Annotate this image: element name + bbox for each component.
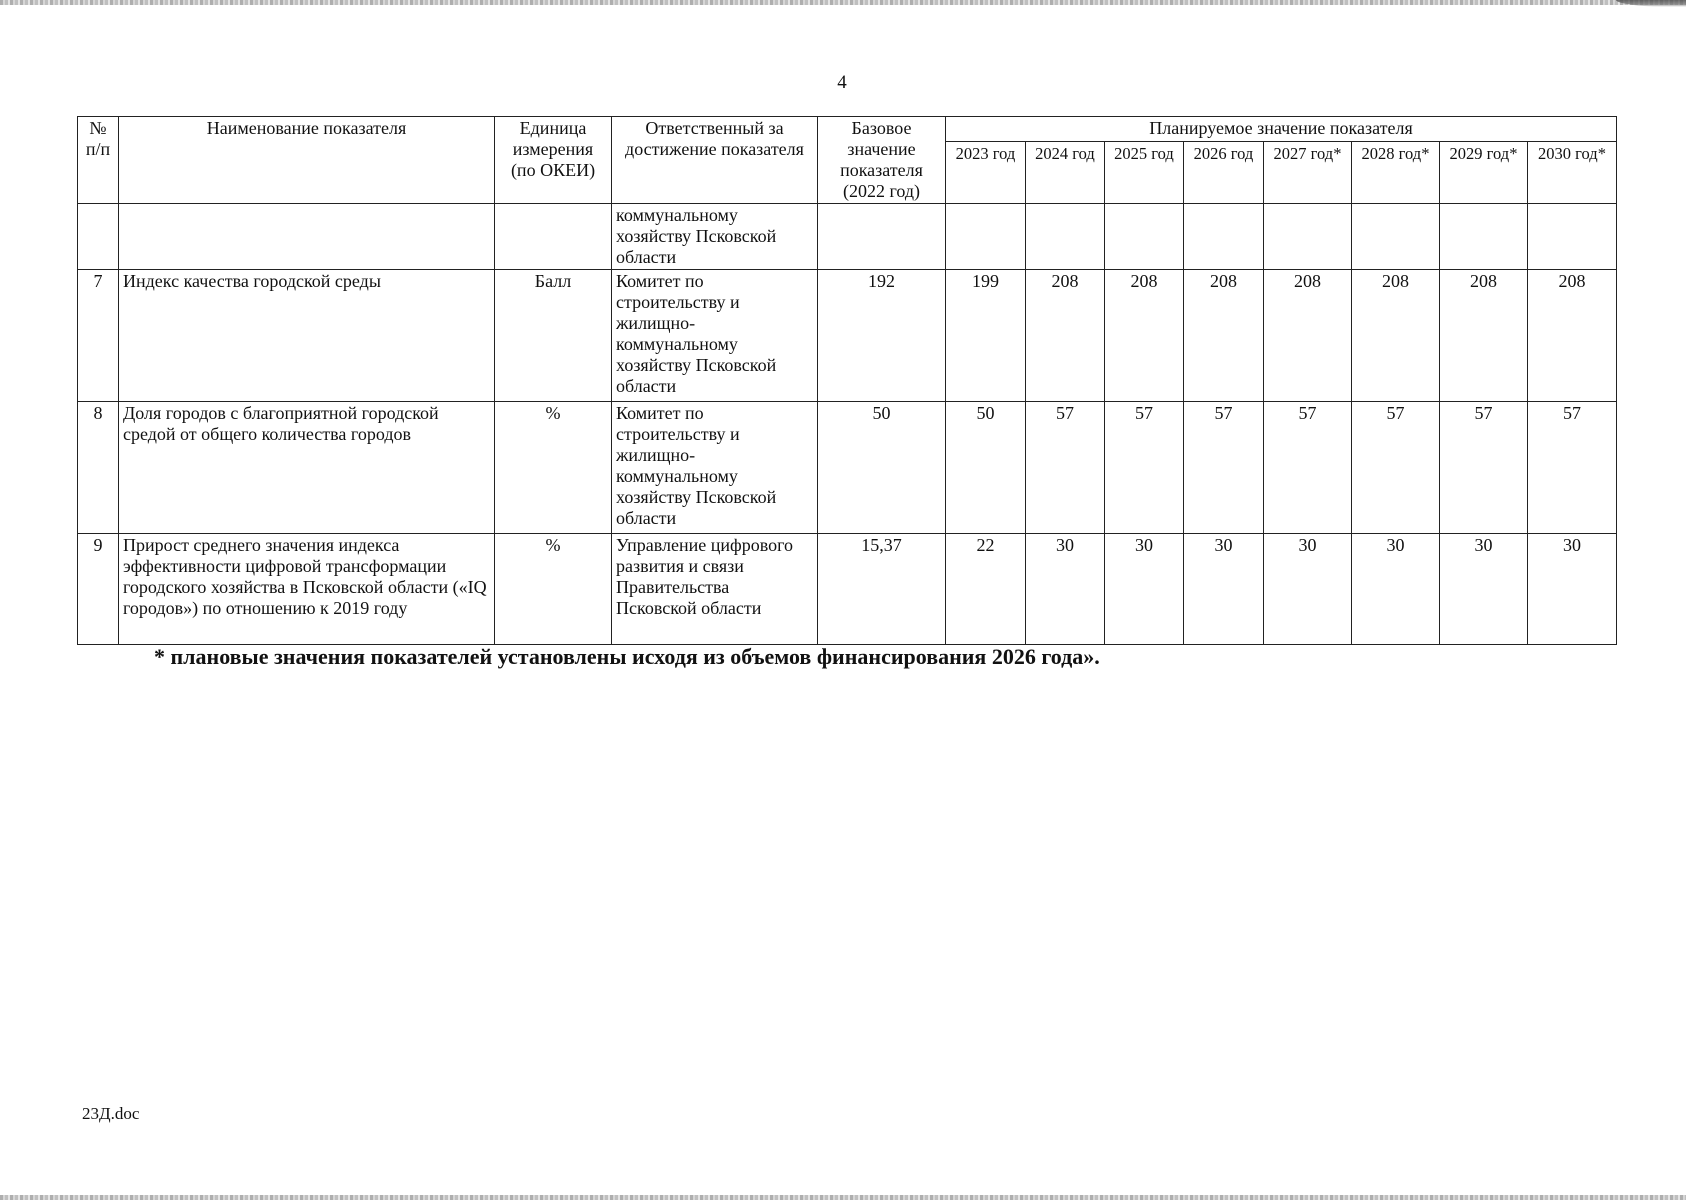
cell-value: 208 bbox=[1440, 270, 1528, 402]
cell-value bbox=[1264, 204, 1352, 270]
header-num: № п/п bbox=[78, 117, 119, 204]
scan-edge-bottom bbox=[0, 1195, 1686, 1200]
cell-value: 50 bbox=[946, 402, 1026, 534]
cell-value: 57 bbox=[1264, 402, 1352, 534]
cell-value bbox=[946, 204, 1026, 270]
header-year: 2025 год bbox=[1105, 142, 1184, 204]
cell-responsible: Комитет по строительству и жилищно-коммунальному хозяйству Псковской области bbox=[612, 402, 818, 534]
cell-value: 208 bbox=[1264, 270, 1352, 402]
cell-value: 57 bbox=[1184, 402, 1264, 534]
header-base-value: Базовое значение показателя (2022 год) bbox=[818, 117, 946, 204]
cell-value: 208 bbox=[1528, 270, 1617, 402]
table-row bbox=[78, 270, 1617, 402]
cell-value: 57 bbox=[1105, 402, 1184, 534]
cell-base: 192 bbox=[818, 270, 946, 402]
cell-unit: % bbox=[495, 534, 612, 645]
cell-name: Прирост среднего значения индекса эффективности цифровой трансформации городского хозяйства в Псковской области («IQ городов») по отношению к 2019 году bbox=[119, 534, 495, 645]
cell-name: Доля городов с благоприятной городской средой от общего количества городов bbox=[119, 402, 495, 534]
cell-num: 8 bbox=[78, 402, 119, 534]
header-year: 2023 год bbox=[946, 142, 1026, 204]
cell-base: 15,37 bbox=[818, 534, 946, 645]
header-year: 2028 год* bbox=[1352, 142, 1440, 204]
cell-unit: % bbox=[495, 402, 612, 534]
indicators-table bbox=[77, 116, 1617, 645]
table-row bbox=[78, 534, 1617, 645]
cell-name bbox=[119, 204, 495, 270]
footnote: * плановые значения показателей установлены исходя из объемов финансирования 2026 года». bbox=[154, 644, 1100, 669]
cell-value: 30 bbox=[1105, 534, 1184, 645]
cell-value: 208 bbox=[1026, 270, 1105, 402]
cell-value: 57 bbox=[1026, 402, 1105, 534]
cell-value: 30 bbox=[1440, 534, 1528, 645]
cell-value: 22 bbox=[946, 534, 1026, 645]
header-name: Наименование показателя bbox=[119, 117, 495, 204]
cell-value: 30 bbox=[1352, 534, 1440, 645]
cell-name: Индекс качества городской среды bbox=[119, 270, 495, 402]
cell-base: 50 bbox=[818, 402, 946, 534]
header-unit: Единица измерения (по ОКЕИ) bbox=[495, 117, 612, 204]
cell-value: 57 bbox=[1352, 402, 1440, 534]
scan-edge-top bbox=[0, 0, 1686, 5]
header-planned-value: Планируемое значение показателя bbox=[946, 117, 1617, 142]
cell-responsible: Управление цифрового развития и связи Правительства Псковской области bbox=[612, 534, 818, 645]
cell-value: 30 bbox=[1184, 534, 1264, 645]
header-year: 2030 год* bbox=[1528, 142, 1617, 204]
cell-unit bbox=[495, 204, 612, 270]
header-year: 2027 год* bbox=[1264, 142, 1352, 204]
table-row bbox=[78, 402, 1617, 534]
header-row-1 bbox=[78, 117, 1617, 142]
cell-value: 30 bbox=[1264, 534, 1352, 645]
cell-value bbox=[1184, 204, 1264, 270]
table-row-continuation bbox=[78, 204, 1617, 270]
page-number: 4 bbox=[837, 72, 847, 93]
cell-value bbox=[1440, 204, 1528, 270]
header-year: 2026 год bbox=[1184, 142, 1264, 204]
cell-value bbox=[1352, 204, 1440, 270]
scan-edge-curl bbox=[1616, 0, 1686, 7]
cell-unit: Балл bbox=[495, 270, 612, 402]
cell-value: 30 bbox=[1528, 534, 1617, 645]
cell-num: 7 bbox=[78, 270, 119, 402]
header-responsible: Ответственный за достижение показателя bbox=[612, 117, 818, 204]
cell-value: 57 bbox=[1440, 402, 1528, 534]
cell-value: 199 bbox=[946, 270, 1026, 402]
cell-value bbox=[1528, 204, 1617, 270]
cell-responsible: коммунальному хозяйству Псковской области bbox=[612, 204, 818, 270]
cell-value: 208 bbox=[1184, 270, 1264, 402]
cell-value bbox=[1026, 204, 1105, 270]
cell-value: 208 bbox=[1352, 270, 1440, 402]
cell-value: 57 bbox=[1528, 402, 1617, 534]
cell-num bbox=[78, 204, 119, 270]
cell-value: 208 bbox=[1105, 270, 1184, 402]
document-filename: 23Д.doc bbox=[82, 1104, 140, 1123]
cell-value bbox=[1105, 204, 1184, 270]
cell-num: 9 bbox=[78, 534, 119, 645]
cell-base bbox=[818, 204, 946, 270]
cell-responsible: Комитет по строительству и жилищно-коммунальному хозяйству Псковской области bbox=[612, 270, 818, 402]
cell-value: 30 bbox=[1026, 534, 1105, 645]
header-year: 2029 год* bbox=[1440, 142, 1528, 204]
header-year: 2024 год bbox=[1026, 142, 1105, 204]
